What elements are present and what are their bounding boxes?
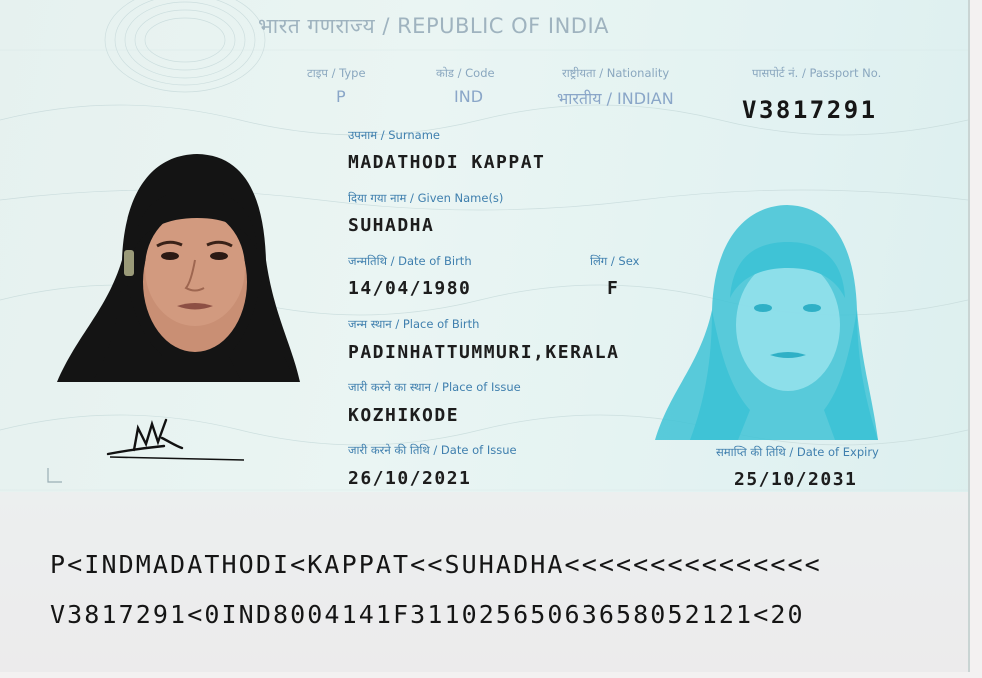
date-of-expiry-label: समाप्ति की तिथि / Date of Expiry [716,445,879,459]
mrz-line-2: V3817291<0IND8004141F31102565063658052121<20 [50,600,805,629]
date-of-issue-label: जारी करने की तिथि / Date of Issue [348,443,517,457]
given-names-value: SUHADHA [348,215,435,236]
passport-no-label: पासपोर्ट नं. / Passport No. [752,66,882,80]
given-names-label: दिया गया नाम / Given Name(s) [348,191,504,205]
passport-number: V3817291 [742,96,878,124]
sex-label: लिंग / Sex [590,254,640,268]
place-of-issue-value: KOZHIKODE [348,405,460,426]
code-label: कोड / Code [436,66,495,80]
nationality-label: राष्ट्रीयता / Nationality [562,66,670,80]
type-value: P [336,87,346,106]
country-header: भारत गणराज्य / REPUBLIC OF INDIA [258,14,610,38]
surname-label: उपनाम / Surname [348,128,440,142]
type-label: टाइप / Type [307,66,366,80]
date-of-expiry-value: 25/10/2031 [734,469,858,490]
date-of-birth-label: जन्मतिथि / Date of Birth [348,254,472,268]
surname-value: MADATHODI KAPPAT [348,152,546,173]
mrz-line-1: P<INDMADATHODI<KAPPAT<<SUHADHA<<<<<<<<<<<<<<< [50,550,822,579]
place-of-birth-value: PADINHATTUMMURI,KERALA [348,342,620,363]
sex-value: F [607,278,620,299]
code-value: IND [454,87,484,106]
place-of-issue-label: जारी करने का स्थान / Place of Issue [348,380,521,394]
holder-signature [104,412,249,464]
ghost-image [650,200,880,445]
corner-mark [46,466,66,486]
date-of-birth-value: 14/04/1980 [348,278,472,299]
mrz-zone-background [0,492,968,672]
date-of-issue-value: 26/10/2021 [348,468,472,489]
nationality-value: भारतीय / INDIAN [557,89,674,108]
place-of-birth-label: जन्म स्थान / Place of Birth [348,317,480,331]
holder-photo [52,150,302,385]
